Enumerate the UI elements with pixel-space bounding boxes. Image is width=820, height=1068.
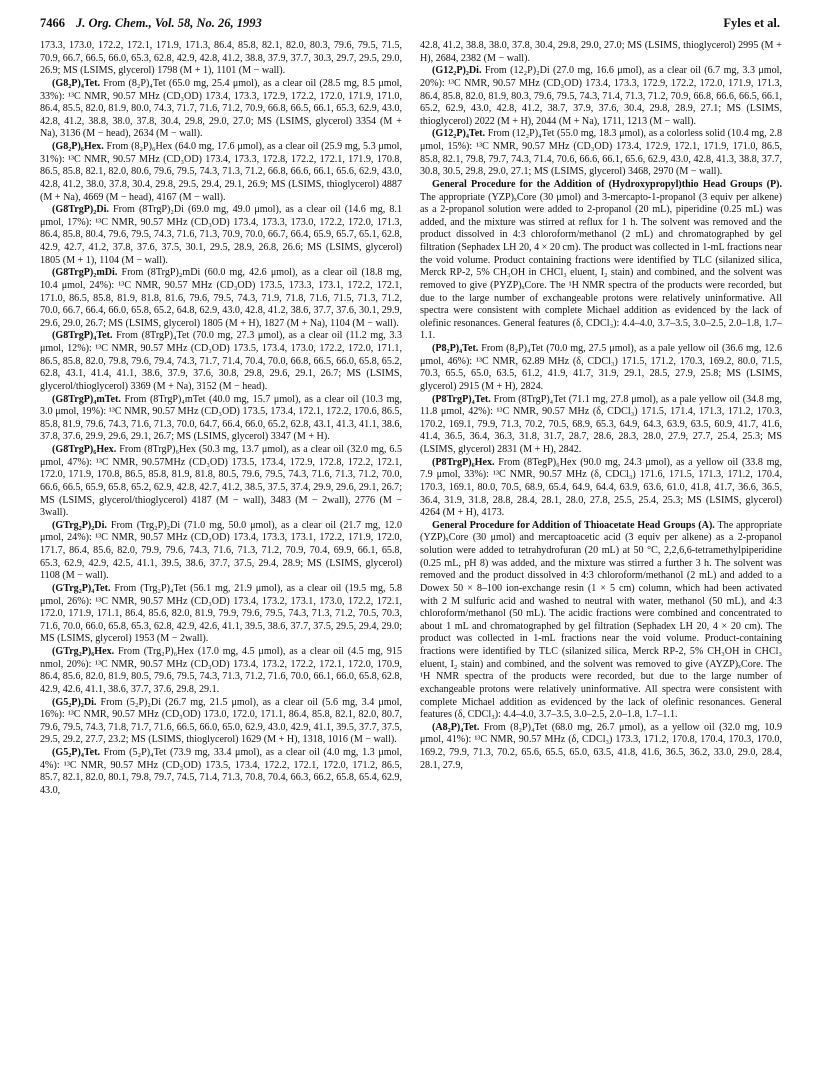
journal-citation: J. Org. Chem., Vol. 58, No. 26, 1993 <box>76 16 262 30</box>
paragraph-text: From (8TrgP)₄Tet (71.1 mg, 27.8 μmol), as a pale yellow oil (34.8 mg, 11.8 μmol, 42%): ¹³C NMR, 90.57 MHz (δ, CDCl₃) 171.5, 171.4, 171.3, 171.2, 170.3, 170.2, 169.1, 79.9, 71.3, 70.2, 70.5, 68.9, 65.3, 64.9, 64.3, 63.9, 63.5, 60.9, 41.7, 41.6, 41.4, 36.5, 36.4, 36.3, 31.8, 31.7, 28.7, 28.6, 28.3, 28.0, 27.9, 27.7, 25.4, 25.3; MS (LSIMS, glycerol) 2831 (M + H), 2842. <box>420 393 782 455</box>
page-number: 7466 <box>40 16 65 30</box>
compound-heading: (G8TrgP)₆Hex. <box>52 444 117 455</box>
paragraph-text: From (5₂P)₄Tet (73.9 mg, 33.4 μmol), as a clear oil (4.0 mg, 1.3 μmol, 4%): ¹³C NMR, 90.57 MHz (CD₃OD) 173.5, 173.4, 172.2, 172.1, 172.0, 171.2, 86.5, 85.7, 82.1, 82.0, 80.1, 79.8, 79.7, 74.5, 71.4, 71.3, 70.8, 70.4, 66.3, 66.2, 65.8, 65.4, 62.9, 43.0, <box>40 747 402 796</box>
compound-heading: (GTrg₂P)₂Di. <box>52 519 107 531</box>
compound-heading: (G5₂P)₄Tet. <box>52 747 101 758</box>
paragraph <box>420 65 782 128</box>
paragraph <box>420 343 782 394</box>
paragraph <box>40 697 402 748</box>
paragraph-text: From (8TegP)₆Hex (90.0 mg, 24.3 μmol), as a yellow oil (33.8 mg, 7.9 μmol, 33%): ¹³C NMR, 90.57 MHz (δ, CDCl₃) 171.6, 171.5, 171.3, 171.2, 170.4, 170.3, 169.1, 80.0, 70.5, 68.9, 65.4, 64.9, 64.4, 63.9, 63.6, 61.0, 41.8, 41.7, 36.6, 36.5, 36.4, 31.9, 31.8, 28.8, 28.4, 28.1, 28.0, 27.8, 25.5, 25.4, 25.3; MS (LSIMS, glycerol) 4264 (M + H), 4173. <box>420 456 782 519</box>
paragraph <box>40 330 402 393</box>
paragraph <box>420 722 782 773</box>
right-column <box>420 40 782 772</box>
paragraph <box>40 747 402 798</box>
compound-heading: (G8TrgP)₂mDi. <box>52 267 118 279</box>
paragraph <box>40 520 402 583</box>
compound-heading: (P8₂P)₄Tet. <box>432 343 479 354</box>
paragraph-text: From (8TrgP)₄Tet (70.0 mg, 27.3 μmol), as a clear oil (11.2 mg, 3.3 μmol, 12%): ¹³C NMR, 90.57 MHz (CD₃OD) 173.5, 173.4, 173.0, 172.2, 172.0, 171.1, 86.5, 85.8, 82.0, 79.8, 79.6, 79.4, 74.3, 71.7, 71.4, 70.4, 70.0, 66.8, 66.5, 66.0, 65.8, 65.2, 62.8, 43.1, 41.4, 41.1, 38.6, 37.9, 37.6, 30.8, 29.8, 29.6, 29.1, 26.7; MS (LSIMS, glycerol/thioglycerol) 3369 (M + Na), 3152 (M − head). <box>40 330 402 392</box>
compound-heading: General Procedure for the Addition of (Hydroxypropyl)thio Head Groups (P). <box>432 178 782 190</box>
paragraph-text: From (8₂P)₄Tet (70.0 mg, 27.5 μmol), as a pale yellow oil (36.6 mg, 12.6 μmol, 46%): ¹³C NMR, 62.89 MHz (δ, CDCl₃) 171.5, 171.2, 170.3, 169.2, 80.0, 71.5, 70.3, 65.5, 65.0, 63.5, 61.2, 41.9, 41.7, 31.9, 29.1, 28.5, 27.9, 25.8; MS (LSIMS, glycerol) 2915 (M + H), 2824. <box>420 343 782 392</box>
paragraph-text: The appropriate (YZP)ₓCore (30 μmol) and mercaptoacetic acid (3 equiv per alkene) as a 2-propanol solution were added to tetrahydrofuran (20 mL) at 50 °C, 2,2,6,6-tetramethylpiperidine (0.25 mL, pH 8) was added, and the mixture was stirred a further 3 h. The solvent was removed and the product dissolved in 4:3 chloroform/methanol (2 mL) and added to a Dowex 50 × 8–100 ion-exchange resin (1 × 5 cm) column, which had been activated with 2 M sulfuric acid and washed to neutral with water, methanol (50 mL), and 4:3 chloroform/methanol (50 mL). The acidic fractions were combined and concentrated to about 1 mL and chromatographed by gel filtration (Sephadex LH 20, 4 × 20 cm). The product was collected in 1-mL fractions near the void volume. Product-containing fractions were identified by TLC (silanized silica, Merck RP-2, 5% CH₃OH in CHCl₃ eluent, I₂ stain) and combined, and the solvent was removed to give (AYZP)ₓCore. The ¹H NMR spectra of the products were recorded, but due to the large number of exchangeable protons were relatively uninformative. All spectra were consistent with complete Michael addition as evidenced by the lack of olefinic resonances. General features (δ, CDCl₃): 4.4–4.0, 3.7–3.5, 3.0–2.5, 2.0–1.8, 1.7–1.1. <box>420 519 782 721</box>
compound-heading: (P8TrgP)₆Hex. <box>432 456 495 468</box>
paragraph-text: From (8TrgP)₄mTet (40.0 mg, 15.7 μmol), as a clear oil (10.3 mg, 3.0 μmol, 19%): ¹³C NMR, 90.57 MHz (CD₃OD) 173.5, 173.4, 172.1, 172.2, 170.6, 86.5, 85.8, 81.9, 79.6, 74.3, 71.6, 71.3, 70.0, 64.7, 66.4, 66.0, 65.2, 62.8, 43.1, 41.3, 41.1, 38.6, 37.8, 37.6, 29.9, 29.6, 29.1, 26.7; MS (LSIMS, glycerol) 3347 (M + H). <box>40 393 402 443</box>
paragraph-text: From (8TrgP)₂Di (69.0 mg, 49.0 μmol), as a clear oil (14.6 mg, 8.1 μmol, 17%): ¹³C NMR, 90.57 MHz (CD₃OD) 173.4, 173.3, 173.0, 172.2, 172.0, 171.3, 86.4, 85.8, 80.4, 79.6, 79.5, 74.3, 71.6, 71.3, 70.9, 70.0, 66.7, 66.4, 65.9, 65.7, 65.1, 62.8, 42.9, 42.7, 41.2, 37.8, 37.6, 37.5, 30.1, 29.5, 28.9, 26.8, 26.6; MS (LSIMS, glycerol) 1805 (M + 1), 1104 (M − wall). <box>40 204 402 266</box>
compound-heading: General Procedure for Addition of Thioacetate Head Groups (A). <box>432 519 715 531</box>
paragraph <box>40 267 402 330</box>
compound-heading: (G12₂P)₂Di. <box>432 65 482 77</box>
paragraph <box>420 179 782 343</box>
paragraph <box>40 40 402 78</box>
compound-heading: (P8TrgP)₄Tet. <box>432 393 491 405</box>
compound-heading: (A8₂P)₄Tet. <box>432 721 480 733</box>
compound-heading: (G8TrgP)₄mTet. <box>52 393 121 405</box>
paragraph-text: From (8₂P)₄Tet (65.0 mg, 25.4 μmol), as a clear oil (28.5 mg, 8.5 μmol, 33%): ¹³C NMR, 90.57 MHz (CD₃OD) 173.4, 173.3, 172.9, 172.2, 172.0, 171.9, 171.0, 86.4, 85.5, 82.0, 81.9, 80.0, 74.3, 71.7, 71.6, 71.2, 70.9, 66.8, 66.5, 66.1, 65.3, 62.9, 43.0, 42.8, 41.2, 38.8, 38.0, 37.8, 30.4, 29.8, 29.0, 27.0; MS (LSIMS, glycerol) 3354 (M + Na), 3136 (M − head), 2634 (M − wall). <box>40 77 402 140</box>
paragraph-text: 173.3, 173.0, 172.2, 172.1, 171.9, 171.3, 86.4, 85.8, 82.1, 82.0, 80.3, 79.6, 79.5, 71.5, 70.9, 66.7, 66.5, 66.0, 65.3, 62.8, 42.9, 42.8, 41.2, 38.8, 37.9, 37.7, 30.3, 29.7, 29.5, 29.0, 26.9; MS (LSIMS, glycerol) 1798 (M + 1), 1101 (M − wall). <box>40 40 402 77</box>
paragraph <box>40 646 402 697</box>
paragraph <box>420 457 782 520</box>
paragraph-text: From (5₂P)₂Di (26.7 mg, 21.5 μmol), as a clear oil (5.6 mg, 3.4 μmol, 16%): ¹³C NMR, 90.57 MHz (CD₃OD) 173.0, 172.0, 171.1, 86.4, 85.8, 82.1, 82.0, 80.7, 79.6, 79.5, 74.3, 71.8, 71.7, 71.6, 66.5, 66.0, 65.0, 62.9, 43.0, 42.9, 41.1, 39.5, 37.7, 37.5, 29.5, 29.2, 27.7, 23.2; MS (LSIMS, thioglycerol) 1629 (M + H), 1318, 1016 (M − wall). <box>40 696 402 746</box>
paragraph-text: From (8₂P)₆Hex (64.0 mg, 17.6 μmol), as a clear oil (25.9 mg, 5.3 μmol, 31%): ¹³C NMR, 90.57 MHz (CD₃OD) 173.4, 173.3, 172.8, 172.2, 172.1, 171.9, 170.8, 86.5, 85.8, 82.1, 82.0, 80.6, 79.6, 79.5, 74.3, 71.3, 71.2, 66.8, 66.6, 66.1, 65.6, 62.9, 43.0, 42.8, 41.2, 38.0, 37.8, 30.4, 29.8, 29.5, 29.4, 29.1, 26.9; MS (LSIMS, thioglycerol) 4887 (M + Na), 4669 (M − head), 4167 (M − wall). <box>40 141 402 203</box>
compound-heading: (G12₂P)₄Tet. <box>432 128 486 140</box>
compound-heading: (G8TrgP)₂Di. <box>52 204 109 216</box>
paragraph <box>40 444 402 520</box>
paragraph-text: The appropriate (YZP)ₓCore (30 μmol) and 3-mercapto-1-propanol (3 equiv per alkene) as a 2-propanol solution were added to 2-propanol (20 mL), piperidine (0.25 mL) was added, and the mixture was stirred at reflux for 1 h. The solvent was removed and the product dissolved in 4:3 chloroform/methanol (2 mL) and chromatographed by gel filtration (Sephadex LH 20, 4 × 20 cm). The product was collected in 1-mL fractions near the void volume. Product containing fractions were identified by TLC (silanized silica, Merck RP-2, 5% CH₃OH in CHCl₃ eluent, I₂ stain) and combined, and the solvent was removed to give (PYZP)ₓCore. The ¹H NMR spectra of the products were recorded, but due to the large number of exchangeable protons were relatively uninformative. All spectra were consistent with complete Michael addition as evidenced by the lack of olefinic resonances. General features (δ, CDCl₃): 4.4–4.0, 3.7–3.5, 3.0–2.5, 2.0–1.8, 1.7–1.1. <box>420 191 782 342</box>
left-column <box>40 40 402 798</box>
paragraph <box>40 78 402 141</box>
paragraph-text: 42.8, 41.2, 38.8, 38.0, 37.8, 30.4, 29.8, 29.0, 27.0; MS (LSIMS, thioglycerol) 2995 (M + H), 2684, 2382 (M − wall). <box>420 40 782 64</box>
paragraph-text: From (8TrgP)₂mDi (60.0 mg, 42.6 μmol), as a clear oil (18.8 mg, 10.4 μmol, 24%): ¹³C NMR, 90.57 MHz (CD₃OD) 173.5, 173.3, 173.1, 172.2, 172.1, 171.0, 86.5, 85.8, 81.9, 81.8, 81.6, 79.6, 79.5, 74.3, 71.9, 71.8, 71.6, 71.5, 71.3, 71.2, 70.0, 66.7, 66.4, 66.0, 65.8, 65.2, 64.8, 62.9, 43.0, 42.8, 41.2, 38.6, 37.7, 37.6, 30.1, 29.9, 29.6, 29.0, 26.7; MS (LSIMS, glycerol) 1805 (M + H), 1827 (M + Na), 1104 (M − wall). <box>40 267 402 329</box>
paragraph-text: From (12₂P)₄Tet (55.0 mg, 18.3 μmol), as a colorless solid (10.4 mg, 2.8 μmol, 15%): ¹³C NMR, 90.57 MHz (CD₃OD) 173.4, 172.9, 172.1, 171.9, 171.0, 86.5, 85.8, 82.1, 79.8, 79.7, 74.3, 71.4, 70.6, 66.6, 66.1, 65.6, 62.9, 43.0, 42.8, 41.3, 38.8, 37.7, 30.8, 30.5, 29.8, 29.0, 27.1; MS (LSIMS, glycerol) 3468, 2970 (M − wall). <box>420 128 782 178</box>
paragraph <box>420 520 782 722</box>
compound-heading: (G5₂P)₂Di. <box>52 696 97 708</box>
paragraph <box>40 394 402 445</box>
paragraph <box>420 394 782 457</box>
compound-heading: (GTrg₂P)₆Hex. <box>52 646 115 657</box>
paragraph <box>420 40 782 65</box>
paragraph <box>40 141 402 204</box>
running-header <box>40 16 780 34</box>
paragraph-text: From (Trg₂P)₄Tet (56.1 mg, 21.9 μmol), as a clear oil (19.5 mg, 5.8 μmol, 26%): ¹³C NMR, 90.57 MHz (CD₃OD) 173.4, 173.2, 173.1, 173.0, 172.2, 172.1, 172.0, 171.9, 171.1, 86.4, 85.6, 82.0, 81.9, 79.9, 79.6, 79.5, 74.3, 71.3, 71.2, 70.5, 70.3, 71.6, 70.0, 66.0, 65.8, 65.3, 62.8, 42.9, 42.6, 41.1, 39.5, 38.6, 37.7, 37.5, 29.5, 29.4, 29.0; MS (LSIMS, glycerol) 1953 (M − 2wall). <box>40 582 402 645</box>
compound-heading: (G8TrgP)₄Tet. <box>52 330 113 342</box>
compound-heading: (GTrg₂P)₄Tet. <box>52 582 111 594</box>
paragraph-text: From (Trg₂P)₆Hex (17.0 mg, 4.5 μmol), as a clear oil (4.5 mg, 915 nmol, 20%): ¹³C NMR, 90.57 MHz (CD₃OD) 173.4, 173.2, 172.2, 172.1, 172.0, 170.9, 86.4, 85.6, 82.0, 81.9, 80.5, 79.6, 79.5, 74.3, 71.3, 71.2, 71.6, 70.0, 66.1, 66.0, 65.8, 62.8, 42.9, 42.6, 41.1, 38.6, 37.7, 37.6, 29.8, 29.1. <box>40 646 402 695</box>
paragraph <box>40 204 402 267</box>
running-author: Fyles et al. <box>723 16 780 30</box>
paragraph-text: From (12₂P)₂Di (27.0 mg, 16.6 μmol), as a clear oil (6.7 mg, 3.3 μmol, 20%): ¹³C NMR, 90.57 MHz (CD₃OD) 173.4, 173.3, 172.9, 172.2, 172.0, 171.9, 171.3, 86.4, 85.8, 82.0, 81.9, 80.3, 79.6, 79.5, 74.3, 71.4, 71.3, 71.2, 70.9, 66.8, 66.6, 66.5, 66.1, 65.2, 62.9, 43.0, 42.8, 41.2, 38.7, 37.9, 37.6, 30.4, 29.8, 28.9, 27.1; MS (LSIMS, thioglycerol) 2022 (M + H), 2044 (M + Na), 1711, 1213 (M − wall). <box>420 65 782 127</box>
paragraph-text: From (8TrgP)₆Hex (50.3 mg, 13.7 μmol), as a clear oil (32.0 mg, 6.5 μmol, 47%): ¹³C NMR, 90.57MHz (CD₃OD) 173.5, 173.4, 172.9, 172.8, 172.2, 172.1, 172.0, 171.9, 170.8, 86.5, 85.8, 81.9, 81.8, 80.5, 79.6, 79.5, 74.3, 71.6, 71.3, 71.2, 70.0, 66.6, 66.5, 65.9, 65.8, 65.2, 62.9, 42.8, 42.7, 41.2, 38.5, 37.5, 37.4, 29.9, 29.6, 29.1, 26.7; MS (LSIMS, glycerol/thioglycerol) 4187 (M − wall), 3483 (M − 2wall), 2776 (M − 3wall). <box>40 444 402 519</box>
paragraph-text: From (8₂P)₄Tet (68.0 mg, 26.7 μmol), as a yellow oil (32.0 mg, 10.9 μmol, 41%): ¹³C NMR, 90.57 MHz (δ, CDCl₃) 173.3, 171.2, 170.8, 170.4, 170.3, 170.0, 169.2, 79.9, 71.3, 70.2, 65.6, 65.5, 65.0, 63.5, 41.8, 41.6, 36.5, 36.2, 33.0, 29.0, 28.4, 28.1, 27.9, <box>420 721 782 771</box>
compound-heading: (G8₂P)₄Tet. <box>52 77 101 89</box>
compound-heading: (G8₂P)₆Hex. <box>52 141 104 152</box>
paragraph <box>40 583 402 646</box>
paragraph <box>420 128 782 179</box>
paragraph-text: From (Trg₂P)₂Di (71.0 mg, 50.0 μmol), as a clear oil (21.7 mg, 12.0 μmol, 24%): ¹³C NMR, 90.57 MHz (CD₃OD) 173.4, 173.3, 173.1, 172.2, 171.9, 172.0, 171.7, 86.4, 85.6, 82.0, 79.9, 79.6, 74.3, 71.6, 71.3, 71.2, 70.9, 70.4, 69.9, 66.1, 65.8, 65.3, 62.9, 42.9, 42.5, 41.1, 39.5, 38.6, 37.7, 37.5, 29.4, 28.9; MS (LSIMS, glycerol) 1108 (M − wall). <box>40 519 402 582</box>
